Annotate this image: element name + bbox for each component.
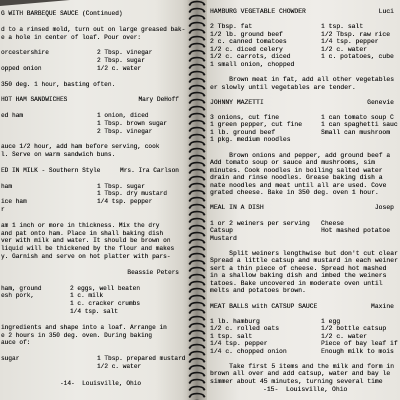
blank-line (1, 88, 179, 96)
spiral-binding (187, 0, 207, 400)
direction-line (210, 189, 398, 197)
ingredient-item: opped onion (1, 64, 42, 72)
ingredient-item: 2 eggs, well beaten (70, 284, 141, 292)
directions (1, 81, 179, 89)
direction-text: Brown meat in fat, add all other vegetables (229, 76, 395, 84)
direction-text: am 1 inch or more in thickness. Mix the dry (1, 221, 160, 229)
ingredient-item: 1 pkg. medium noodles (210, 136, 291, 144)
ingredient-item: 1 c. cracker crumbs (70, 300, 141, 308)
ingredient-item: 1 onion, diced (97, 111, 149, 119)
ingredient-row (210, 220, 398, 228)
direction-line (1, 25, 186, 34)
recipe-heading (210, 8, 398, 16)
ingredient-row (210, 227, 398, 235)
direction-line (1, 151, 179, 159)
ingredient-item: 1 Tbsp. dry mustard (97, 190, 168, 198)
blank-line (210, 212, 398, 220)
direction-text: Brown onions and pepper, add ground beef a (229, 151, 391, 159)
ingredient-item: sugar (1, 355, 20, 363)
blank-line (1, 41, 179, 49)
direction-text: ingredients and shape into a loaf. Arrange in (1, 323, 167, 331)
ingredient-item: 1/4 tsp. salt (70, 308, 118, 316)
recipe (1, 88, 179, 159)
ingredient-row (210, 136, 398, 144)
direction-text: Add tomato soup or sauce and mushrooms, sim (210, 159, 375, 167)
ingredient-row (210, 325, 398, 333)
blank-line (210, 106, 398, 114)
ingredient-item: Mustard (210, 234, 237, 242)
directions (1, 143, 179, 159)
recipe-author: Beassie Peters (127, 268, 179, 276)
ingredient-item: 1 Tbsp. brown sugar (97, 119, 168, 127)
direction-text: nate noodles and meat until all are used. Cove (210, 181, 387, 189)
recipe-author: Mrs. Ira Carlson (120, 166, 179, 174)
ingredient-item: Piece of bay leaf if (321, 340, 398, 348)
ingredient-row (210, 348, 398, 356)
blank-line (1, 159, 179, 167)
direction-text: simmer about 45 minutes, turning several time (210, 377, 383, 385)
ingredient-item: 1/2 c. water (321, 45, 368, 53)
ingredient-item: 1/2 lb. ground beef (210, 30, 283, 38)
direction-line (1, 324, 179, 332)
ingredient-item: 1/2 c. water (97, 362, 142, 370)
recipe (1, 10, 186, 88)
direction-line (1, 332, 179, 340)
ingredient-row (1, 49, 179, 57)
directions (210, 152, 398, 197)
blank-line (1, 277, 179, 285)
blank-line (1, 316, 179, 324)
recipe-heading (1, 10, 179, 18)
direction-line (1, 34, 179, 42)
direction-text: e a hole in center of loaf. Pour over: (1, 33, 142, 41)
left-page (0, 0, 194, 400)
ingredient-item: ice ham (1, 198, 27, 206)
ingredient-item: Catsup (210, 227, 234, 235)
recipe-author: Mary DeHoff (138, 96, 179, 104)
direction-line (1, 339, 179, 347)
direction-line (210, 272, 398, 280)
ingredient-row (1, 363, 179, 371)
ingredient-item: 1 lb. ground beef (210, 128, 276, 136)
ingredient-item: orcestershire (1, 49, 49, 57)
ingredient-row (1, 120, 179, 128)
ingredient-list (1, 49, 179, 73)
ingredient-item: 1/2 c. water (97, 64, 142, 72)
ingredient-row (1, 57, 179, 65)
ingredient-item: 1/2 c. rolled oats (210, 325, 280, 333)
ingredient-item: 1 can spaghetti sauc (321, 121, 398, 129)
ingredient-item: 1 small onion, chopped (210, 61, 295, 69)
blank-line (1, 73, 179, 81)
ingredient-item: Enough milk to mois (321, 347, 394, 355)
ingredient-row (1, 308, 179, 316)
ingredient-row (210, 340, 398, 348)
ingredient-item: 1 c. milk (70, 292, 104, 300)
recipe-heading (1, 96, 179, 104)
ingredient-row (210, 235, 398, 243)
blank-line (1, 18, 179, 26)
direction-text: ver with milk and water. It should be brown on (1, 237, 171, 245)
direction-text: e 2 hours in 350 deg. oven. During baking (1, 331, 153, 339)
ingredient-item: 2 Tbsp. vinegar (97, 49, 153, 57)
page-number: -15- (263, 386, 279, 393)
ingredient-row (210, 23, 398, 31)
blank-line (210, 310, 398, 318)
direction-line (210, 174, 398, 182)
ingredient-item: 2 c. canned tomatoes (210, 38, 287, 46)
direction-line (1, 237, 179, 245)
blank-line (210, 295, 398, 303)
ingredient-item: esh pork, (1, 292, 35, 300)
direction-line (1, 253, 179, 261)
directions (1, 222, 179, 261)
direction-text: y. Garnish and serve on hot platter with pars- (1, 253, 171, 261)
recipe-title: HAMBURG VEGETABLE CHOWDER (210, 8, 306, 16)
direction-text: in a shallow baking dish and imbed the weiners (210, 272, 387, 280)
recipe-title: MEAL IN A DISH (210, 204, 264, 212)
directions (1, 324, 179, 348)
direction-line (210, 76, 398, 84)
ingredient-item: 3 onions, cut fine (210, 113, 280, 121)
direction-text: grated cheese. Bake in 350 deg. oven 1 hour. (210, 189, 379, 197)
ingredient-list (210, 318, 398, 356)
left-page-recipes (1, 10, 186, 371)
ingredient-item: 1 Tbsp. sugar (97, 182, 145, 190)
ingredient-item: 1/4 tsp. pepper (210, 340, 268, 348)
recipe-title: JOHNNY MAZETTI (210, 98, 264, 106)
direction-text: d to a rinsed mold, turn out on large greased bak- (1, 25, 186, 33)
ingredient-row (1, 190, 179, 198)
ingredient-item: 1 green pepper, cut fine (210, 121, 303, 129)
ingredient-row (1, 65, 179, 73)
ingredient-list (1, 112, 179, 136)
recipe (1, 159, 179, 261)
ingredient-row (1, 300, 179, 308)
direction-text: auce 1/2 hour, add ham before serving, cook (1, 143, 160, 151)
ingredient-item: 1 lb. hamburg (210, 317, 260, 325)
direction-line (1, 222, 179, 230)
direction-text: er slowly until vegetables are tender. (210, 83, 356, 91)
ingredient-item: 2 Tbsp. vinegar (97, 127, 153, 135)
ingredient-item: 1 Tbsp. prepared mustard (97, 355, 186, 363)
recipe (210, 295, 398, 386)
ingredient-item: 1 egg (321, 317, 341, 325)
ingredient-item: 1 tsp. salt (321, 23, 364, 31)
recipe (1, 261, 186, 371)
direction-text: tatoes. Bake uncovered in moderate oven until (210, 279, 383, 287)
ingredient-row (1, 285, 179, 293)
ingredient-row (1, 355, 186, 363)
direction-line (210, 257, 398, 265)
ingredient-item: Cheese (321, 219, 345, 227)
blank-line (1, 261, 179, 269)
direction-line (210, 84, 398, 92)
recipe-heading (210, 99, 398, 107)
blank-line (210, 144, 398, 152)
direction-text: Spread a little catsup and mustard in each weiner (210, 257, 398, 265)
ingredient-row (210, 61, 398, 69)
ingredient-row (1, 206, 179, 214)
right-page-footer (263, 386, 347, 394)
direction-text: liquid will be thickened by the flour and makes (1, 245, 175, 253)
ingredient-item: 2 Tbsp. sugar (97, 57, 145, 65)
blank-line (1, 347, 179, 355)
ingredient-item: 1/2 c. water (321, 332, 368, 340)
direction-text: Take first 5 items and the milk and form in (229, 362, 395, 370)
ingredient-row (210, 53, 398, 61)
direction-line (1, 81, 179, 89)
direction-line (210, 287, 398, 295)
right-page-recipes (210, 8, 398, 385)
ingredient-list (210, 23, 398, 68)
direction-line (210, 159, 398, 167)
recipe-heading (210, 204, 398, 212)
footer-location: Louisville, Ohio (286, 386, 348, 393)
ingredient-item: r (1, 206, 5, 214)
recipe-heading (1, 269, 179, 277)
blank-line (1, 175, 179, 183)
direction-text: sert a thin piece of cheese. Spread hot mashed (210, 264, 387, 272)
ingredient-row (1, 112, 179, 120)
ingredient-item: ham (1, 182, 13, 190)
direction-line (210, 378, 398, 386)
recipe (210, 8, 398, 91)
direction-line (1, 143, 179, 151)
recipe-title: ED IN MILK - Southern Style (1, 166, 101, 174)
ingredient-item: 1/2 c. diced celery (210, 45, 283, 53)
recipe-author: Luci (378, 8, 394, 16)
right-page (194, 0, 400, 400)
ingredient-item: 1 can tomato soup C (321, 113, 394, 121)
blank-line (210, 355, 398, 363)
ingredient-item: 1/2 c. carrots, diced (210, 53, 291, 61)
ingredient-list (1, 355, 186, 371)
direction-text: melts and potatoes brown. (210, 287, 306, 295)
recipe-heading (1, 167, 179, 175)
direction-line (1, 230, 179, 238)
direction-text: and pat onto ham. Place in shall baking dish (1, 229, 164, 237)
blank-line (210, 91, 398, 99)
ingredient-item: 1/2 bottle catsup (321, 325, 387, 333)
direction-text: Split weiners lengthwise but don't cut clear (229, 249, 398, 257)
footer-location: Louisville, Ohio (82, 380, 142, 387)
ingredient-list (1, 183, 179, 214)
recipe-author: Maxine (370, 302, 394, 310)
recipe-author: Genevie (367, 98, 394, 106)
ingredient-row (210, 38, 398, 46)
ingredient-item: 1/2 Tbsp. raw rice (321, 30, 391, 38)
ingredient-list (210, 114, 398, 144)
ingredient-item: 2 Tbsp. fat (210, 23, 253, 31)
recipe-title: MEAT BALLS with CATSUP SAUCE (210, 302, 318, 310)
ingredient-item: 1 tsp. salt (210, 332, 253, 340)
ingredient-item: 1 or 2 weiners per serving (210, 219, 310, 227)
spiral-coil-graphic (187, 0, 207, 400)
directions (1, 25, 186, 42)
directions (210, 250, 398, 295)
blank-line (210, 69, 398, 77)
ingredient-row (210, 121, 398, 129)
directions (210, 363, 398, 386)
ingredient-row (1, 128, 179, 136)
blank-line (210, 242, 398, 250)
ingredient-item: Small can mushroom (321, 128, 391, 136)
direction-text: brown all over and add catsup, water and bay le (210, 370, 391, 378)
directions (210, 76, 398, 91)
ingredient-row (1, 198, 179, 206)
ingredient-item: Hot mashed potatoe (321, 227, 391, 235)
blank-line (1, 214, 179, 222)
ingredient-item: 1 c. potatoes, cube (321, 53, 394, 61)
ingredient-item: 1/4 c. chopped onion (210, 347, 287, 355)
ingredient-item: 1/4 tsp. pepper (321, 38, 379, 46)
ingredient-list (1, 285, 179, 316)
recipe-title: HOT HAM SANDWICHES (1, 96, 68, 104)
recipe-author: Josep (374, 204, 394, 212)
direction-text: auce of: (1, 339, 31, 347)
recipe (210, 197, 398, 295)
direction-text: 350 deg. 1 hour, basting often. (1, 80, 116, 88)
direction-text: l. Serve on warm sandwich buns. (1, 151, 116, 159)
ingredient-item: 1/4 tsp. pepper (97, 198, 153, 206)
recipe-title: G WITH BARBEQUE SAUCE (Continued) (1, 10, 123, 17)
ingredient-row (1, 183, 179, 191)
direction-line (210, 152, 398, 160)
page-number: -14- (60, 380, 75, 387)
left-page-footer (60, 380, 141, 388)
ingredient-item: ham, ground (1, 284, 42, 292)
blank-line (1, 104, 179, 112)
blank-line (1, 136, 179, 144)
direction-text: minutes. Cook noodles in boiling salted water (210, 166, 383, 174)
direction-line (210, 370, 398, 378)
recipe-heading (210, 303, 398, 311)
ingredient-list (210, 220, 398, 243)
direction-line (1, 245, 179, 253)
ingredient-item: ed ham (1, 111, 24, 119)
recipe (210, 91, 398, 197)
ingredient-row (1, 292, 179, 300)
direction-text: drain and rinse noodles. Grease baking dish a (210, 174, 383, 182)
